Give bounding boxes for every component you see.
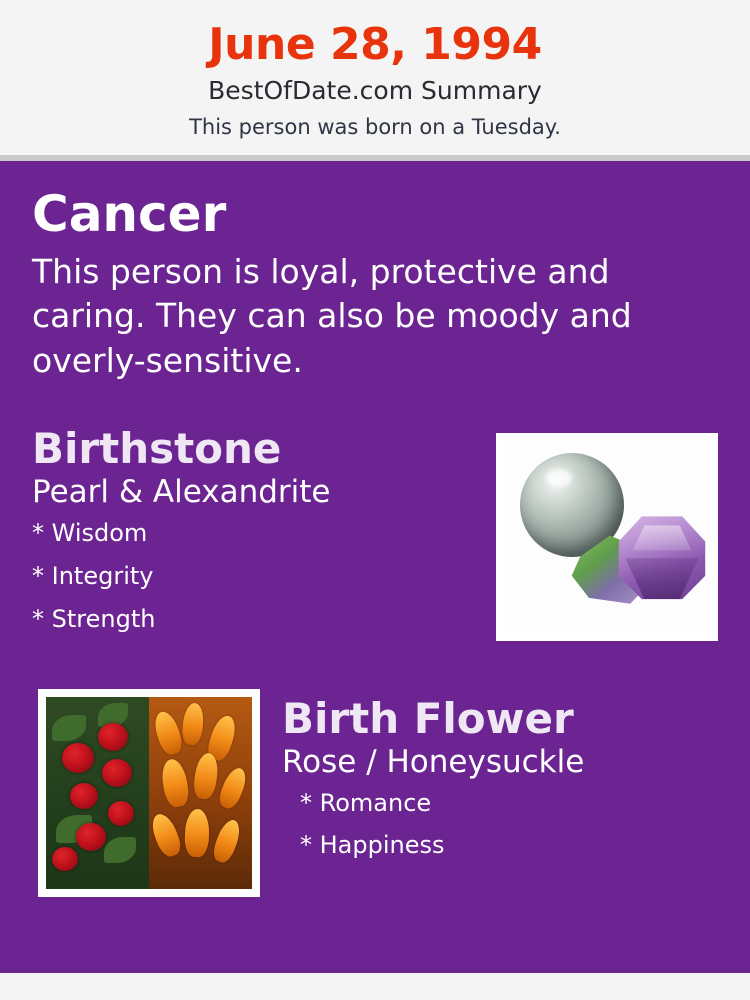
birthstone-title: Birthstone — [32, 423, 282, 473]
roses-photo-half — [46, 697, 149, 889]
birth-flower-image-inner — [46, 697, 252, 889]
born-day-text: This person was born on a Tuesday. — [189, 114, 561, 139]
birthstone-trait: * Wisdom — [32, 518, 148, 547]
honeysuckle-bloom-icon — [210, 817, 244, 865]
leaf-icon — [104, 837, 136, 863]
page-header — [0, 0, 750, 155]
honeysuckle-bloom-icon — [216, 765, 250, 811]
honeysuckle-bloom-icon — [184, 808, 210, 857]
rose-icon — [70, 783, 98, 809]
rose-icon — [108, 801, 134, 826]
birthstone-trait: * Integrity — [32, 561, 154, 590]
details-panel — [0, 161, 750, 973]
birthstone-image — [496, 433, 718, 641]
zodiac-sign-title: Cancer — [32, 185, 227, 244]
birth-flower-names: Rose / Honeysuckle — [282, 743, 585, 780]
rose-icon — [98, 723, 128, 751]
leaf-icon — [52, 715, 86, 741]
honeysuckle-bloom-icon — [181, 702, 205, 746]
honeysuckle-bloom-icon — [159, 757, 191, 808]
birthstone-trait: * Strength — [32, 604, 156, 633]
birthstone-text — [32, 425, 462, 631]
zodiac-description: This person is loyal, protective and caring. They can also be moody and overly-sensitive. — [32, 252, 632, 380]
honeysuckle-bloom-icon — [151, 708, 186, 757]
honeysuckle-bloom-icon — [148, 810, 185, 859]
birthstone-image-inner — [504, 441, 710, 633]
birth-flower-section — [32, 685, 718, 905]
rose-icon — [76, 823, 106, 851]
birth-flower-image — [38, 689, 260, 897]
rose-icon — [62, 743, 94, 773]
birthstone-section — [32, 425, 718, 655]
birth-flower-trait: * Romance — [300, 788, 432, 817]
birth-flower-title: Birth Flower — [282, 693, 574, 743]
rose-icon — [102, 759, 132, 787]
honeysuckle-photo-half — [149, 697, 252, 889]
page-title: June 28, 1994 — [208, 19, 542, 70]
rose-icon — [52, 847, 78, 871]
birthstone-names: Pearl & Alexandrite — [32, 473, 331, 510]
birth-flower-text — [282, 685, 718, 857]
site-summary-label: BestOfDate.com Summary — [208, 76, 542, 106]
birth-flower-trait: * Happiness — [300, 830, 445, 859]
